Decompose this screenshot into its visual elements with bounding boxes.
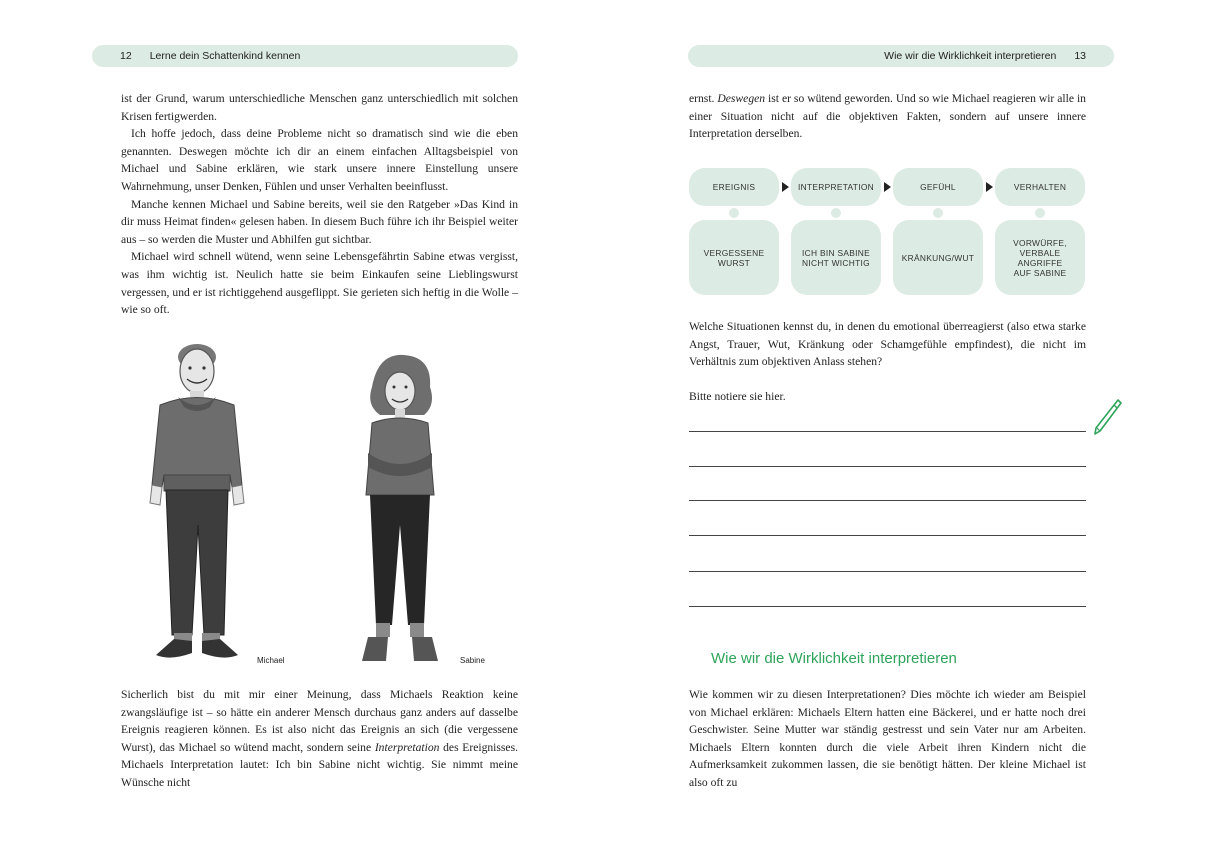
section-title: Wie wir die Wirklichkeit interpretieren	[711, 650, 957, 667]
paragraph: Ich hoffe jedoch, dass deine Probleme nicht so dramatisch sind wie die eben genannten. Deswegen möchte ich dir an einem einfachen Alltagsbeispiel von Michael und Sabine erklären, wie stark unsere innere Einstellung unsere Wahrnehmung, unser Denken, Fühlen und unser Verhalten beeinflusst.	[121, 127, 518, 193]
arrow-right-icon	[986, 182, 993, 192]
question-text	[689, 318, 1086, 371]
diagram-detail-ereignis: VERGESSENE WURST	[689, 220, 779, 295]
paragraph: ernst. Deswegen ist er so wütend geworden. Und so wie Michael reagieren wir alle in einer Situation nicht auf die objektiven Fakten, sondern auf unsere innere Interpretation derselben.	[689, 92, 1086, 141]
right-bottom-text	[689, 686, 1086, 792]
pencil-icon	[1092, 398, 1122, 436]
diagram-header-ereignis: EREIGNIS	[689, 168, 779, 206]
diagram-detail-gefuehl: KRÄNKUNG/WUT	[893, 220, 983, 295]
writing-line[interactable]	[689, 606, 1086, 607]
diagram-header-interpretation: INTERPRETATION	[791, 168, 881, 206]
running-header-left	[92, 45, 518, 67]
paragraph: Bitte notiere sie hier.	[689, 390, 786, 403]
connector-dot	[933, 208, 943, 218]
diagram-detail-verhalten: VORWÜRFE, VERBALE ANGRIFFE AUF SABINE	[995, 220, 1085, 295]
michael-sabine-illustration	[140, 335, 470, 670]
running-title-left: Lerne dein Schattenkind kennen	[149, 50, 301, 62]
diagram-header-verhalten: VERHALTEN	[995, 168, 1085, 206]
right-intro-text	[689, 90, 1086, 143]
emphasis: Interpretation	[374, 740, 440, 754]
paragraph: Manche kennen Michael und Sabine bereits, weil sie den Ratgeber »Das Kind in dir muss Heimat finden« gelesen haben. In diesem Buch führe ich ihr Beispiel weiter aus – so werden die Muster und Abhilfen gut sichtbar.	[121, 197, 518, 246]
writing-line[interactable]	[689, 466, 1086, 467]
running-header-right	[688, 45, 1114, 67]
connector-dot	[729, 208, 739, 218]
left-top-text	[121, 90, 518, 319]
paragraph: Welche Situationen kennst du, in denen du emotional überreagierst (also etwa starke Angst, Trauer, Wut, Kränkung oder Schamgefühle empfindest), die nicht im Verhältnis zum objektiven Anlass stehen?	[689, 320, 1086, 369]
left-bottom-text	[121, 686, 518, 792]
arrow-right-icon	[782, 182, 789, 192]
writing-line[interactable]	[689, 535, 1086, 536]
sabine-label: Sabine	[460, 656, 485, 665]
diagram-detail-interpretation: ICH BIN SABINE NICHT WICHTIG	[791, 220, 881, 295]
emphasis: Deswegen	[717, 92, 766, 105]
page-number-right: 13	[1074, 50, 1086, 62]
paragraph: Michael wird schnell wütend, wenn seine Lebensgefährtin Sabine etwas vergisst, was ihm wichtig ist. Neulich hatte sie beim Einkaufen seine Lieblingswurst vergessen, und er ist richtiggehend ausgeflippt. Sie gerieten sich heftig in die Wolle – wie so oft.	[121, 250, 518, 317]
connector-dot	[1035, 208, 1045, 218]
writing-line[interactable]	[689, 431, 1086, 432]
page-number-left: 12	[120, 50, 132, 62]
michael-figure	[150, 344, 244, 658]
writing-line[interactable]	[689, 500, 1086, 501]
running-title-right: Wie wir die Wirklichkeit interpretieren	[884, 50, 1057, 62]
sabine-figure	[362, 355, 438, 661]
paragraph: Sicherlich bist du mit mir einer Meinung, dass Michaels Reaktion keine zwangsläufige ist – so hätte ein anderer Mensch durchaus ganz anders auf dasselbe Ereignis reagieren können. Es ist also nicht das Ereignis an sich (die vergessene Wurst), das Michael so wütend macht, sondern seine Interpretation des Ereignisses. Michaels Interpretation lautet: Ich bin Sabine nicht wichtig. Sie nimmt meine Wünsche nicht	[121, 688, 518, 789]
prompt-text	[689, 388, 1086, 406]
diagram-header-gefuehl: GEFÜHL	[893, 168, 983, 206]
paragraph: ist der Grund, warum unterschiedliche Menschen ganz unterschiedlich mit solchen Krisen fertigwerden.	[121, 92, 518, 123]
arrow-right-icon	[884, 182, 891, 192]
paragraph: Wie kommen wir zu diesen Interpretationen? Dies möchte ich wieder am Beispiel von Michael erklären: Michaels Eltern hatten eine Bäckerei, und er hatte noch drei Geschwister. Seine Mutter war ständig gestresst und sein Vater nur am Arbeiten. Michaels Eltern konnten durch die viele Arbeit ihren Kindern nicht die Aufmerksamkeit zukommen lassen, die sie benötigt hätten. Der kleine Michael ist also oft zu	[689, 688, 1086, 789]
connector-dot	[831, 208, 841, 218]
writing-line[interactable]	[689, 571, 1086, 572]
michael-label: Michael	[257, 656, 285, 665]
